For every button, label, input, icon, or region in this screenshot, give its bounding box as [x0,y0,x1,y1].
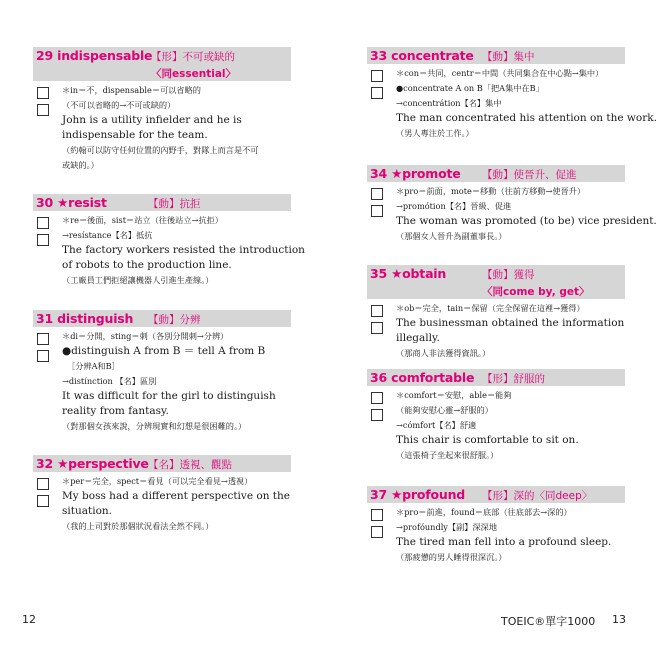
example-sentence: of robots to the production line. [62,259,232,271]
example-sentence: The tired man fell into a profound sleep. [396,536,612,548]
checkbox-group [37,87,49,121]
entry-header [367,369,625,386]
example-sentence: illegally. [396,332,440,344]
derivative-line: →concentrátion【名】集中 [396,98,502,108]
etymology-line: ＊per＝完全，spect＝看見（可以完全看見→透視） [62,476,253,486]
entry-meaning: 【形】不可或缺的 [151,51,235,63]
phrase-line: ●concentrate A on B「把A集中在B」 [396,83,544,93]
etymology-line: ＊ob＝完全，tain＝保留（完全保留在這裡→獲得） [396,303,585,313]
derivative-line: →cómfort【名】舒適 [396,420,477,430]
entry-word: 35 ★obtain [370,266,447,281]
example-sentence: situation. [62,505,112,517]
entry-meaning: 【動】分辨 [148,314,201,326]
note-line: （不可以省略的→不可或缺的） [62,100,176,110]
entry-header [33,310,291,327]
entry-word: 29 indispensable [36,48,153,63]
entry-header [33,47,291,64]
entry-meaning: 【動】集中 [482,51,535,63]
review-checkbox[interactable] [37,217,49,229]
review-checkbox[interactable] [37,478,49,490]
review-checkbox[interactable] [371,305,383,317]
example-sentence: My boss had a different perspective on the [62,490,291,502]
checkbox-group [371,305,383,339]
review-checkbox[interactable] [371,87,383,99]
review-checkbox[interactable] [37,333,49,345]
entry-meaning: 【名】透視、觀點 [148,459,232,471]
review-checkbox[interactable] [371,205,383,217]
review-checkbox[interactable] [371,188,383,200]
phrase-meaning: ［分辨A和B］ [67,361,120,371]
vocab-entry-29 [33,47,291,170]
review-checkbox[interactable] [37,350,49,362]
etymology-line: ＊con＝共同，centr＝中間（共同集合在中心點→集中） [396,68,604,78]
translation-line: （我的上司對於那個狀況看法全然不同。） [62,521,214,531]
derivative-line: →resístance【名】抵抗 [62,230,153,240]
review-checkbox[interactable] [371,392,383,404]
book-title: TOEIC®單字1000 [501,615,596,628]
entry-word: 34 ★promote [370,166,461,181]
entry-body [396,388,626,463]
entry-word: 37 ★profound [370,487,466,502]
entry-header-cont [367,282,625,299]
vocab-entry-31 [33,310,291,431]
example-sentence: indispensable for the team. [62,129,208,141]
review-checkbox[interactable] [371,409,383,421]
entry-meaning: 【動】獲得 [482,269,535,281]
derivative-line: →profóundly【副】深深地 [396,522,498,532]
review-checkbox[interactable] [37,495,49,507]
entry-header [367,486,625,503]
etymology-line: ＊re＝後面，sist＝站立（往後站立→抗拒） [62,215,223,225]
entry-header [367,265,625,282]
checkbox-group [37,333,49,367]
review-checkbox[interactable] [37,87,49,99]
review-checkbox[interactable] [371,322,383,334]
example-sentence: The man concentrated his attention on the work. [396,112,657,124]
checkbox-group [37,478,49,512]
entry-meaning: 【形】舒服的 [482,373,545,385]
entry-header-cont [33,64,291,81]
entry-meaning: 【形】深的〈同deep〉 [482,490,593,502]
translation-line: （約翰可以防守任何位置的內野手，對隊上而言是不可 [62,145,259,155]
derivative-line: →promótion【名】晉級、促進 [396,201,512,211]
entry-body [62,329,292,434]
review-checkbox[interactable] [371,526,383,538]
checkbox-group [37,217,49,251]
derivative-line: →distínction 【名】區別 [62,376,157,386]
vocab-entry-30 [33,194,305,285]
entry-word: 33 concentrate [370,48,474,63]
translation-line: （那個女人晉升為副董事長。） [396,231,507,241]
vocab-entry-33 [367,47,657,138]
right-page-number: 13 [612,613,626,626]
entry-synonym: 〈同come by, get〉 [482,286,590,298]
example-sentence: It was difficult for the girl to distinguish [62,390,276,402]
translation-line: （那商人非法獲得資訊。） [396,348,491,358]
vocab-entry-37 [367,486,625,562]
review-checkbox[interactable] [37,104,49,116]
vocab-entry-34 [367,165,657,241]
entry-header [33,194,291,211]
translation-line: （這張椅子坐起來很舒服。） [396,450,499,460]
checkbox-group [371,392,383,426]
review-checkbox[interactable] [371,70,383,82]
left-page-number: 12 [22,613,36,626]
example-sentence: The woman was promoted (to be) vice president. [396,215,657,227]
example-sentence: John is a utility infielder and he is [62,114,242,126]
entry-word: 36 comfortable [370,370,475,385]
entry-body [396,184,657,244]
etymology-line: ＊pro＝前面，mote＝移動（往前方移動→使晉升） [396,186,586,196]
example-sentence: This chair is comfortable to sit on. [396,434,579,446]
etymology-line: ＊in＝不，dispensable＝可以省略的 [62,85,201,95]
etymology-line: ＊comfort＝安慰，able＝能夠 [396,390,512,400]
checkbox-group [371,509,383,543]
phrase-line: ●distinguish A from B ＝ tell A from B [62,345,266,357]
review-checkbox[interactable] [371,509,383,521]
entry-word: 30 ★resist [36,195,107,210]
vocab-entry-35 [367,265,625,358]
entry-meaning: 【動】抗拒 [148,198,201,210]
entry-meaning: 【動】使晉升、促進 [482,169,577,181]
vocab-entry-32 [33,455,291,531]
checkbox-group [371,188,383,222]
etymology-line: ＊pro＝前進，found＝底部（往底部去→深的） [396,507,572,517]
entry-header [33,455,291,472]
entry-body [396,301,626,361]
etymology-line: ＊di＝分開，sting＝刺（各別分開刺→分辨） [62,331,229,341]
entry-body [396,66,657,141]
checkbox-group [371,70,383,104]
entry-header [367,47,625,64]
example-sentence: reality from fantasy. [62,405,169,417]
entry-body [62,213,305,288]
review-checkbox[interactable] [37,234,49,246]
entry-word: 32 ★perspective [36,456,149,471]
translation-line: （工廠員工們拒絕讓機器人引進生產線。） [62,275,214,285]
entry-synonym: 〈同essential〉 [151,68,237,80]
translation-line: （那疲憊的男人睡得很深沉。） [396,552,507,562]
example-sentence: The businessman obtained the information [396,317,625,329]
entry-body [396,505,626,565]
translation-line: （對那個女孩來說，分辨現實和幻想是很困難的。） [62,421,247,431]
vocab-entry-36 [367,369,625,460]
note-line: （能夠安慰心靈→舒服的） [396,405,493,415]
example-sentence: The factory workers resisted the introduction [62,244,305,256]
translation-line: （男人專注於工作。） [396,128,474,138]
entry-body [62,83,292,173]
entry-word: 31 distinguish [36,311,134,326]
entry-header [367,165,625,182]
translation-line: 或缺的。） [62,160,99,170]
entry-body [62,474,292,534]
